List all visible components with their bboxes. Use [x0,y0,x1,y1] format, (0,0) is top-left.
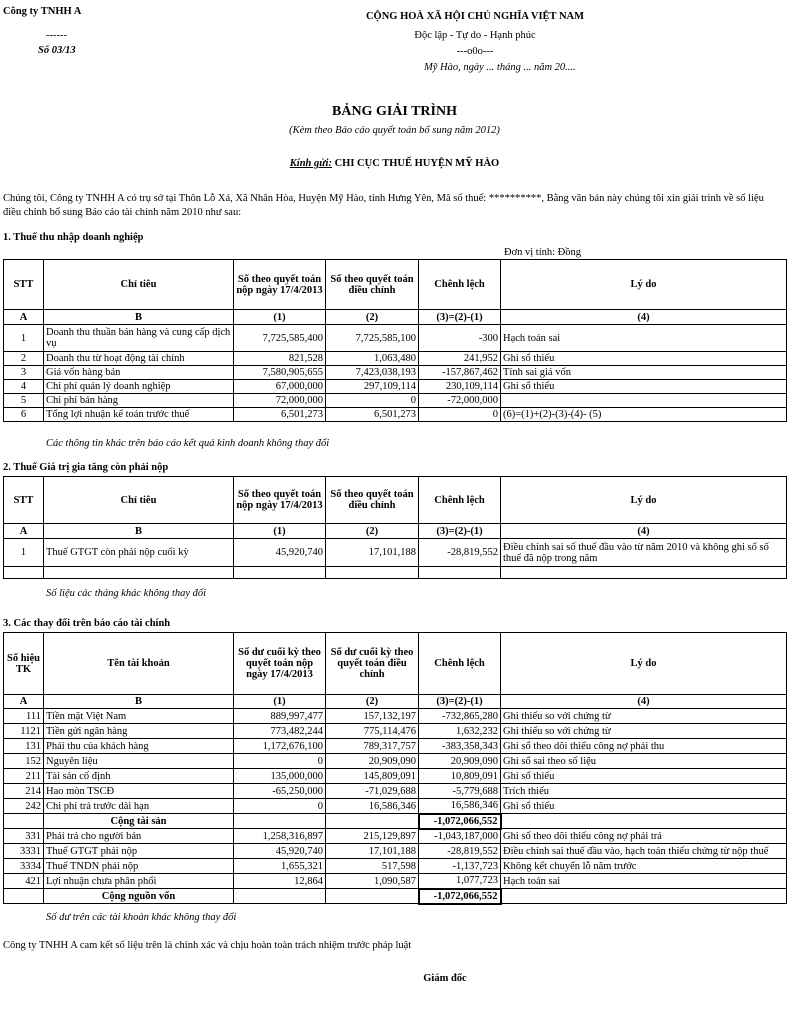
account-name: Phải thu của khách hàng [44,739,234,754]
value-2: 789,317,757 [326,739,419,754]
table-row [4,769,787,784]
document-subtitle: (Kèm theo Báo cáo quyết toán bổ sung năm 2012) [289,125,500,136]
sub-b: B [44,695,234,709]
recipient [0,158,789,169]
account-code: 421 [4,874,44,889]
difference: 20,909,090 [419,754,501,769]
col-account-name: Tên tài khoản [44,633,234,695]
item: Doanh thu thuần bán hàng và cung cấp dịch vụ [44,325,234,352]
recipient-label: Kính gửi: [289,158,332,169]
value-2: 17,101,188 [326,844,419,859]
account-name: Hao mòn TSCĐ [44,784,234,799]
sub-4: (4) [501,524,787,539]
value-1: 45,920,740 [234,539,326,567]
intro-paragraph: Chúng tôi, Công ty TNHH A có trụ sở tại Thôn Lỗ Xá, Xã Nhân Hòa, Huyện Mỹ Hào, tỉnh Hưng Yên, Mã số thuế: **********, Bằng văn bản này chúng tôi xin giải trình về số liệu điều chỉnh bổ sung Báo cáo tài chính năm 2010 như sau: [3,193,764,218]
reason: Ghi sổ thiếu [501,769,787,784]
col-v1: Số theo quyết toán nộp ngày 17/4/2013 [234,477,326,524]
reason: (6)=(1)+(2)-(3)-(4)- (5) [501,408,787,422]
value-1: 45,920,740 [234,844,326,859]
difference: -28,819,552 [419,539,501,567]
section3-note: Số dư trên các tài khoản khác không thay đổi [46,912,237,923]
item: Chi phí quản lý doanh nghiệp [44,380,234,394]
sub-a: A [4,524,44,539]
account-name: Tài sản cố định [44,769,234,784]
place-date: Mỹ Hào, ngày ... tháng ... năm 20.... [424,62,576,73]
account-name: Thuế GTGT phải nộp [44,844,234,859]
table-row [4,829,787,844]
stt: 1 [4,325,44,352]
value-2: 145,809,091 [326,769,419,784]
account-code: 152 [4,754,44,769]
table-row [4,539,787,567]
sub-a: A [4,310,44,325]
value-2: -71,029,688 [326,784,419,799]
difference: -1,137,723 [419,859,501,874]
value-1: 0 [234,799,326,814]
col-diff: Chênh lệch [419,477,501,524]
value-1: 67,000,000 [234,380,326,394]
table-row [4,709,787,724]
closing-statement: Công ty TNHH A cam kết số liệu trên là chính xác và chịu hoàn toàn trách nhiệm trước pháp luật [3,940,412,951]
col-v2: Số theo quyết toán điều chỉnh [326,260,419,310]
asset-total-row [4,814,787,829]
stt: 5 [4,394,44,408]
source-total-label: Cộng nguồn vốn [44,889,234,904]
value-1: -65,250,000 [234,784,326,799]
sub-1: (1) [234,524,326,539]
value-2: 1,063,480 [326,352,419,366]
reason: Điều chỉnh sai thuế đầu vào, hạch toán thiếu chứng từ nộp thuế [501,844,787,859]
table-row [4,844,787,859]
account-code: 242 [4,799,44,814]
table-row [4,724,787,739]
reason: Ghi sổ thiếu [501,352,787,366]
value-2: 20,909,090 [326,754,419,769]
account-code: 214 [4,784,44,799]
table-row [4,799,787,814]
sub-2: (2) [326,524,419,539]
value-1: 135,000,000 [234,769,326,784]
reason: Trích thiếu [501,784,787,799]
sub-b: B [44,524,234,539]
value-1: 7,725,585,400 [234,325,326,352]
account-code: 1121 [4,724,44,739]
sub-a: A [4,695,44,709]
motto: Độc lập - Tự do - Hạnh phúc [414,30,536,41]
col-v2: Số dư cuối kỳ theo quyết toán điều chỉnh [326,633,419,695]
sub-3: (3)=(2)-(1) [419,310,501,325]
col-reason: Lý do [501,633,787,695]
value-1: 6,501,273 [234,408,326,422]
difference: 230,109,114 [419,380,501,394]
value-1: 12,864 [234,874,326,889]
item: Thuế GTGT còn phải nộp cuối kỳ [44,539,234,567]
table-row [4,408,787,422]
value-1: 72,000,000 [234,394,326,408]
source-total-row [4,889,787,904]
nation-title: CỘNG HOÀ XÃ HỘI CHỦ NGHĨA VIỆT NAM [365,11,585,22]
difference: 10,809,091 [419,769,501,784]
signature-title: Giám đốc [423,973,467,984]
account-name: Tiền gửi ngân hàng [44,724,234,739]
value-1: 7,580,905,655 [234,366,326,380]
doc-number: Số 03/13 [38,45,76,56]
financial-table [3,632,787,905]
sub-1: (1) [234,310,326,325]
table-row [4,859,787,874]
reason: Ghi sổ thiếu [501,799,787,814]
value-1: 821,528 [234,352,326,366]
company-name: Công ty TNHH A [3,6,82,17]
col-item: Chỉ tiêu [44,260,234,310]
unit-label: Đơn vị tính: Đồng [504,247,582,258]
difference: 0 [419,408,501,422]
section3-heading: 3. Các thay đổi trên báo cáo tài chính [3,618,171,629]
reason: Ghi sổ thiếu [501,380,787,394]
table-row [4,874,787,889]
section2-note: Số liệu các tháng khác không thay đổi [46,588,207,599]
table-row [4,380,787,394]
reason: Tính sai giá vốn [501,366,787,380]
table-row [4,325,787,352]
account-code: 211 [4,769,44,784]
reason: Hạch toán sai [501,325,787,352]
col-diff: Chênh lệch [419,633,501,695]
account-code: 3331 [4,844,44,859]
col-v2: Số theo quyết toán điều chỉnh [326,477,419,524]
source-total-diff: -1,072,066,552 [419,889,501,904]
stt: 1 [4,539,44,567]
gtgt-table [3,476,787,579]
col-v1: Số theo quyết toán nộp ngày 17/4/2013 [234,260,326,310]
table-row [4,739,787,754]
sub-3: (3)=(2)-(1) [419,524,501,539]
account-name: Tiền mặt Việt Nam [44,709,234,724]
header-dashes: ------ [46,30,67,41]
asset-total-diff: -1,072,066,552 [419,814,501,829]
account-name: Phải trả cho người bán [44,829,234,844]
sub-4: (4) [501,695,787,709]
sub-2: (2) [326,310,419,325]
table-row [4,754,787,769]
item: Chi phí bán hàng [44,394,234,408]
table-row [4,352,787,366]
stt: 6 [4,408,44,422]
difference: -1,043,187,000 [419,829,501,844]
section2-heading: 2. Thuế Giá trị gia tăng còn phải nộp [3,462,169,473]
value-2: 6,501,273 [326,408,419,422]
stt: 2 [4,352,44,366]
difference: -383,358,343 [419,739,501,754]
value-2: 1,090,587 [326,874,419,889]
difference: -5,779,688 [419,784,501,799]
recipient-value: CHI CỤC THUẾ HUYỆN MỸ HÀO [334,158,500,169]
sub-2: (2) [326,695,419,709]
difference: -732,865,280 [419,709,501,724]
sub-1: (1) [234,695,326,709]
value-2: 16,586,346 [326,799,419,814]
sub-3: (3)=(2)-(1) [419,695,501,709]
col-stt: STT [4,477,44,524]
stt: 3 [4,366,44,380]
col-item: Chỉ tiêu [44,477,234,524]
asset-total-label: Cộng tài sản [44,814,234,829]
value-2: 7,725,585,100 [326,325,419,352]
account-name: Nguyên liệu [44,754,234,769]
col-v1: Số dư cuối kỳ theo quyết toán nộp ngày 17/4/2013 [234,633,326,695]
sub-4: (4) [501,310,787,325]
value-1: 1,172,676,100 [234,739,326,754]
value-1: 1,655,321 [234,859,326,874]
section1-heading: 1. Thuế thu nhập doanh nghiệp [3,232,144,243]
value-1: 773,482,244 [234,724,326,739]
item: Tổng lợi nhuận kế toán trước thuế [44,408,234,422]
col-account-code: Số hiệu TK [4,633,44,695]
value-1: 1,258,316,897 [234,829,326,844]
difference: -300 [419,325,501,352]
value-1: 889,997,477 [234,709,326,724]
account-code: 331 [4,829,44,844]
table-row [4,394,787,408]
difference: 1,632,232 [419,724,501,739]
sub-b: B [44,310,234,325]
difference: 1,077,723 [419,874,501,889]
tndn-table [3,259,787,422]
value-2: 517,598 [326,859,419,874]
value-1: 0 [234,754,326,769]
section1-note: Các thông tin khác trên báo cáo kết quả kinh doanh không thay đổi [46,438,330,449]
account-code: 3334 [4,859,44,874]
value-2: 297,109,114 [326,380,419,394]
table-row [4,366,787,380]
difference: -157,867,462 [419,366,501,380]
document-title: BẢNG GIẢI TRÌNH [332,104,457,119]
col-stt: STT [4,260,44,310]
reason: Điều chỉnh sai số thuế đầu vào từ năm 2010 và không ghi số số thuế đã nộp trong năm [501,539,787,567]
table-row [4,784,787,799]
difference: -72,000,000 [419,394,501,408]
reason: Ghi sổ theo dõi thiếu công nợ phải thu [501,739,787,754]
value-2: 7,423,038,193 [326,366,419,380]
header-separator: ---o0o--- [456,46,494,57]
reason: Hạch toán sai [501,874,787,889]
account-name: Thuế TNDN phải nộp [44,859,234,874]
reason: Ghi thiếu so với chứng từ [501,724,787,739]
col-reason: Lý do [501,477,787,524]
value-2: 775,114,476 [326,724,419,739]
difference: 241,952 [419,352,501,366]
account-code: 111 [4,709,44,724]
value-2: 157,132,197 [326,709,419,724]
account-code: 131 [4,739,44,754]
reason: Ghi thiếu so với chứng từ [501,709,787,724]
difference: -28,819,552 [419,844,501,859]
difference: 16,586,346 [419,799,501,814]
col-diff: Chênh lệch [419,260,501,310]
item: Doanh thu từ hoạt động tài chính [44,352,234,366]
stt: 4 [4,380,44,394]
value-2: 17,101,188 [326,539,419,567]
col-reason: Lý do [501,260,787,310]
value-2: 215,129,897 [326,829,419,844]
item: Giá vốn hàng bán [44,366,234,380]
account-name: Lợi nhuận chưa phân phối [44,874,234,889]
reason: Ghi sổ theo dõi thiếu công nợ phải trả [501,829,787,844]
account-name: Chi phí trả trước dài hạn [44,799,234,814]
reason [501,394,787,408]
reason: Ghi sổ sai theo số liệu [501,754,787,769]
value-2: 0 [326,394,419,408]
reason: Không kết chuyển lỗ năm trước [501,859,787,874]
